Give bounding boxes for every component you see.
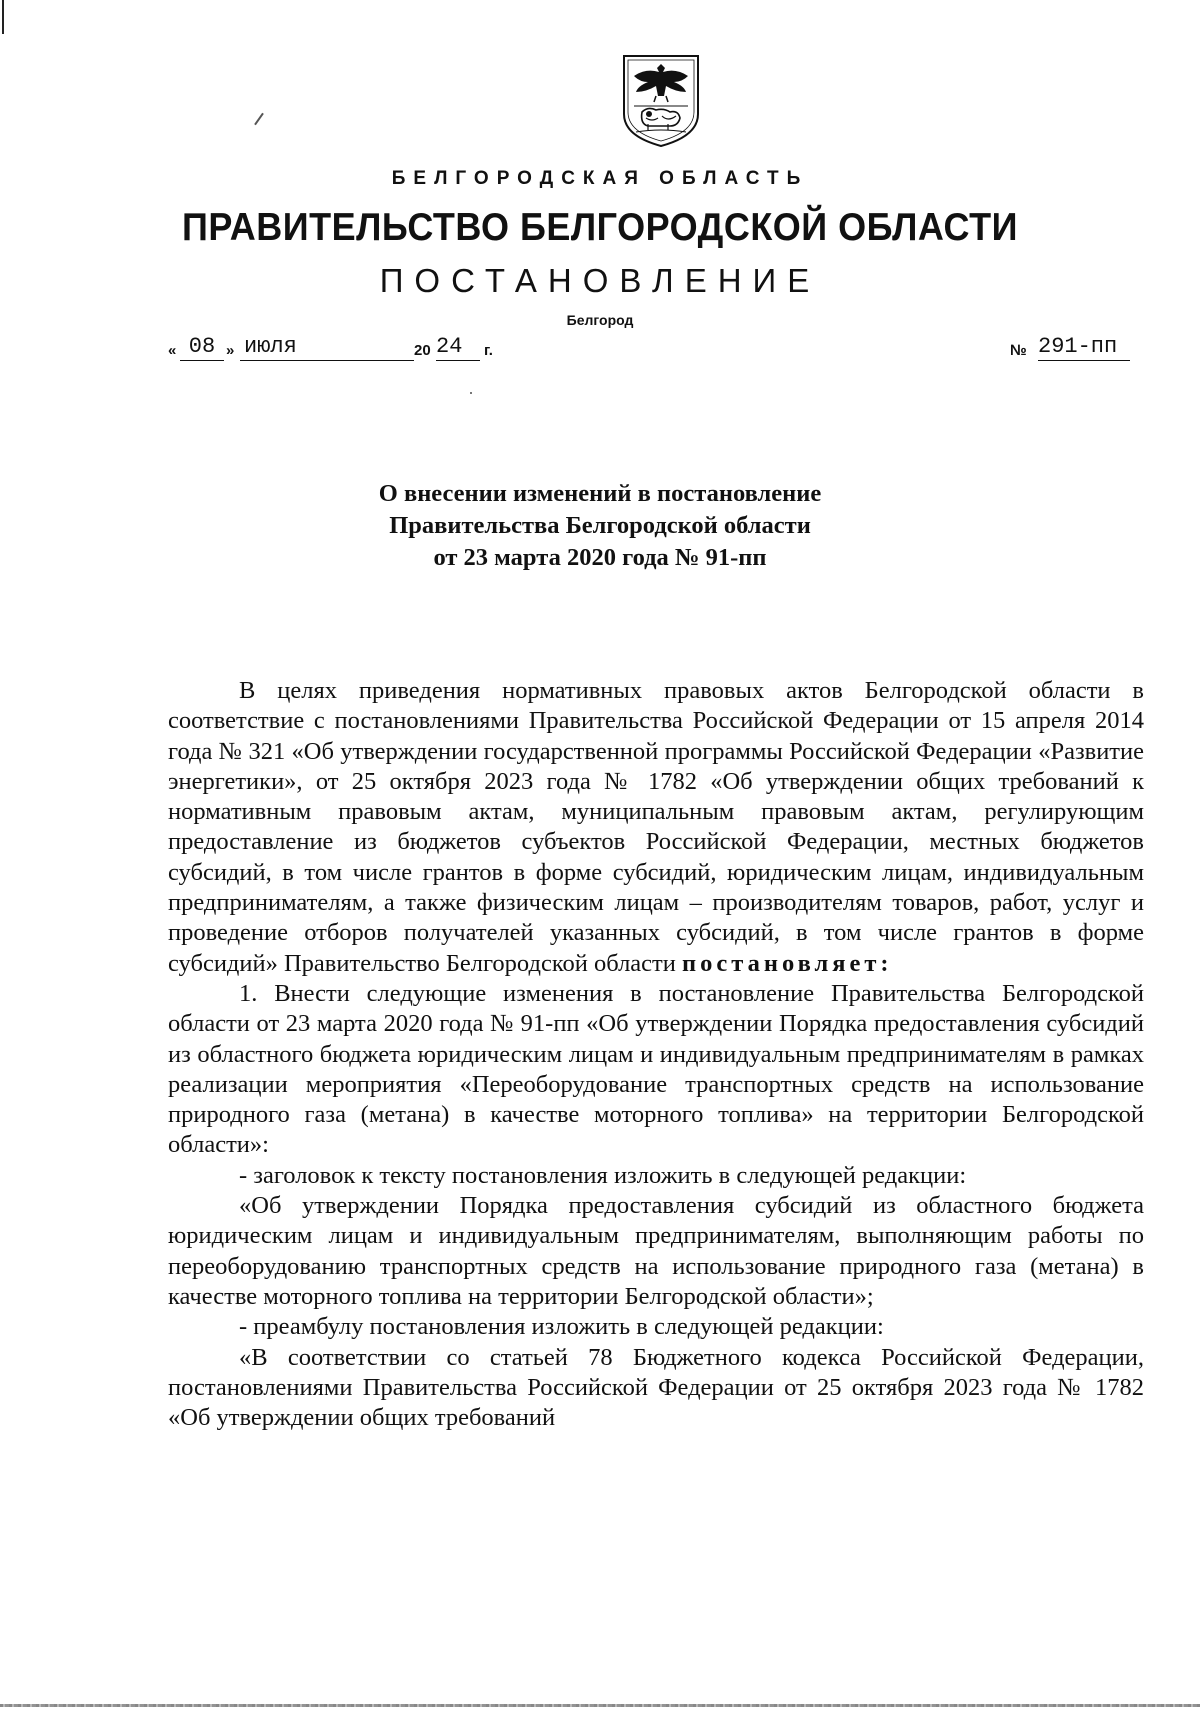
coat-of-arms-emblem [618, 52, 704, 148]
date-quote-close: » [226, 342, 235, 359]
government-heading: ПРАВИТЕЛЬСТВО БЕЛГОРОДСКОЙ ОБЛАСТИ [182, 204, 1018, 249]
item-1-paragraph: 1. Внести следующие изменения в постановление Правительства Белгородской области от 23 марта 2020 года № 91-пп «Об утверждении Порядка предоставления субсидий из областного бюджета юридическим лицам и индивидуальным предпринимателям в рамках реализации мероприятия «Переоборудование транспортных средств на использование природного газа (метана) в качестве моторного топлива» на территории Белгородской области»: [168, 979, 1144, 1159]
resolves-word: постановляет: [682, 949, 893, 977]
date-year-unit: г. [484, 342, 493, 359]
dash-paragraph-1: - заголовок к тексту постановления изложить в следующей редакции: [239, 1161, 967, 1189]
date-day: 08 [180, 334, 224, 361]
number-label: № [1010, 342, 1027, 359]
document-body [168, 676, 1144, 1433]
stray-pen-mark [254, 113, 264, 126]
document-number: 291-пп [1038, 334, 1130, 361]
title-line-3: от 23 марта 2020 года № 91-пп [433, 544, 767, 571]
title-line-2: Правительства Белгородской области [389, 512, 811, 539]
date-year-suffix: 24 [436, 334, 480, 361]
scan-edge-mark [2, 0, 4, 34]
date-month: июля [240, 334, 336, 361]
document-title [300, 478, 900, 574]
document-type-heading: ПОСТАНОВЛЕНИЕ [379, 262, 821, 299]
quote-paragraph-1: «Об утверждении Порядка предоставления субсидий из областного бюджета юридическим лицам и индивидуальным предпринимателям, выполняющим работы по переоборудованию транспортных средств на использование природного газа (метана) в качестве моторного топлива на территории Белгородской области»; [168, 1192, 1144, 1310]
scan-bottom-edge [0, 1704, 1200, 1707]
region-heading: БЕЛГОРОДСКАЯ ОБЛАСТЬ [391, 168, 809, 189]
quote-paragraph-2: «В соответствии со статьей 78 Бюджетного кодекса Российской Федерации, постановлениями Правительства Российской Федерации от 25 октября 2023 года № 1782 «Об утверждении общих требований [168, 1343, 1144, 1432]
preamble-paragraph [168, 676, 1144, 979]
city-label: Белгород [566, 312, 634, 328]
date-year-prefix: 20 [414, 342, 431, 359]
preamble-text: В целях приведения нормативных правовых актов Белгородской области в соответствие с постановлениями Правительства Российской Федерации от 15 апреля 2014 года № 321 «Об утверждении государственной программы Российской Федерации «Развитие энергетики», от 25 октября 2023 года № 1782 «Об утверждении общих требований к нормативным правовым актам, муниципальным правовым актам, регулирующим предоставление из бюджетов субъектов Российской Федерации, местных бюджетов субсидий, в том числе грантов в форме субсидий, юридическим лицам, индивидуальным предпринимателям, а также физическим лицам – производителям товаров, работ, услуг и проведение отборов получателей указанных субсидий, в том числе грантов в форме субсидий» Правительство Белгородской области [168, 677, 1144, 977]
title-line-1: О внесении изменений в постановление [378, 480, 822, 507]
scan-dot [470, 392, 472, 394]
date-underline [332, 360, 414, 361]
date-quote-open: « [168, 342, 177, 359]
dash-paragraph-2: - преамбулу постановления изложить в следующей редакции: [239, 1313, 884, 1341]
